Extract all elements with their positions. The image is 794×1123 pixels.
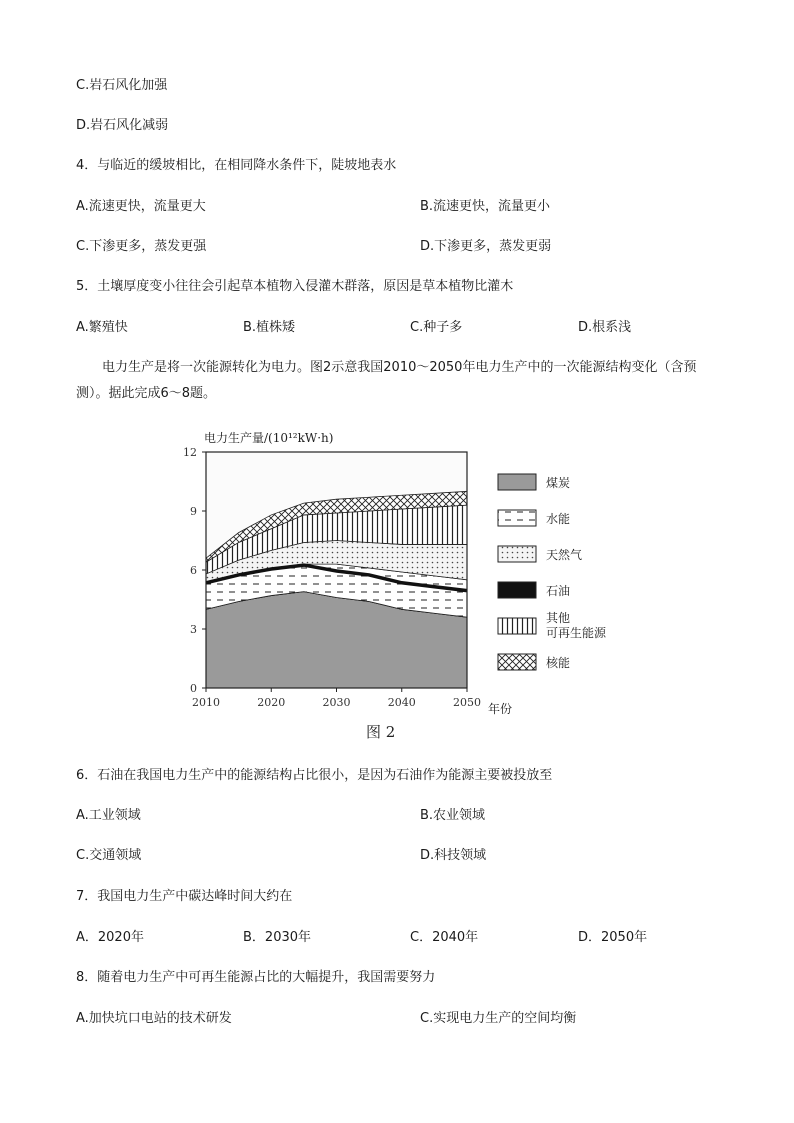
q4-option-c: C.下渗更多，蒸发更强 (76, 239, 207, 254)
q5-option-c: C.种子多 (410, 320, 463, 335)
q6-option-c: C.交通领域 (76, 848, 142, 863)
figure-caption: 图 2 (366, 723, 396, 741)
legend-label-2: 天然气 (546, 548, 583, 562)
q5-option-d: D.根系浅 (578, 320, 632, 335)
q3-option-c: C.岩石风化加强 (76, 78, 168, 93)
legend-label-1: 水能 (546, 512, 571, 526)
legend-swatch-1 (498, 510, 536, 526)
legend-label-4: 其他 (546, 611, 571, 625)
q5-option-b: B.植株矮 (243, 320, 296, 335)
x-tick-label-1: 2020 (257, 696, 286, 709)
q7-option-d: D．2050年 (578, 930, 648, 945)
legend-label-5: 核能 (546, 656, 571, 670)
y-tick-label-0: 0 (190, 682, 197, 695)
y-tick-label-3: 9 (190, 505, 197, 518)
q7-option-c: C．2040年 (410, 930, 479, 945)
question-5-stem: 5．土壤厚度变小往往会引起草本植物入侵灌木群落，原因是草本植物比灌木 (76, 279, 514, 294)
q8-option-c: C.实现电力生产的空间均衡 (420, 1011, 577, 1026)
y-tick-label-1: 3 (190, 623, 197, 636)
q6-option-d: D.科技领域 (420, 848, 487, 863)
legend-label-0: 煤炭 (546, 476, 571, 490)
q3-option-d: D.岩石风化减弱 (76, 118, 169, 133)
legend-label-3: 石油 (546, 584, 571, 598)
q7-option-b: B．2030年 (243, 930, 312, 945)
x-axis-label: 年份 (488, 702, 513, 716)
area-chart (180, 420, 620, 745)
q6-option-b: B.农业领域 (420, 808, 486, 823)
legend-swatch-2 (498, 546, 536, 562)
q4-option-b: B.流速更快，流量更小 (420, 199, 551, 214)
legend-swatch-0 (498, 474, 536, 490)
q5-option-a: A.繁殖快 (76, 320, 128, 335)
x-tick-label-3: 2040 (387, 696, 416, 709)
q4-option-d: D.下渗更多，蒸发更弱 (420, 239, 552, 254)
x-tick-label-0: 2010 (192, 696, 220, 709)
q4-option-a: A.流速更快，流量更大 (76, 199, 206, 214)
legend-label-4-line2: 可再生能源 (546, 626, 607, 640)
y-tick-label-4: 12 (183, 446, 197, 459)
y-axis-label: 电力生产量/(10¹²kW·h) (204, 431, 334, 445)
x-tick-label-2: 2030 (322, 696, 351, 709)
q7-option-a: A．2020年 (76, 930, 144, 945)
q6-option-a: A.工业领域 (76, 808, 141, 823)
energy-structure-figure (180, 420, 620, 745)
y-tick-label-2: 6 (190, 564, 197, 577)
intro-paragraph (76, 355, 726, 407)
question-7-stem: 7．我国电力生产中碳达峰时间大约在 (76, 889, 293, 904)
question-6-stem: 6．石油在我国电力生产中的能源结构占比很小，是因为石油作为能源主要被投放至 (76, 768, 553, 783)
question-4-stem: 4．与临近的缓坡相比，在相同降水条件下，陡坡地表水 (76, 158, 397, 173)
legend-swatch-3 (498, 582, 536, 598)
x-tick-label-4: 2050 (453, 696, 481, 709)
legend-swatch-4 (498, 618, 536, 634)
legend-swatch-5 (498, 654, 536, 670)
intro-text: 电力生产是将一次能源转化为电力。图2示意我国2010～2050年电力生产中的一次能源结构变化（含预测）。据此完成6～8题。 (76, 360, 697, 401)
q8-option-a: A.加快坑口电站的技术研发 (76, 1011, 232, 1026)
question-8-stem: 8．随着电力生产中可再生能源占比的大幅提升，我国需要努力 (76, 970, 436, 985)
